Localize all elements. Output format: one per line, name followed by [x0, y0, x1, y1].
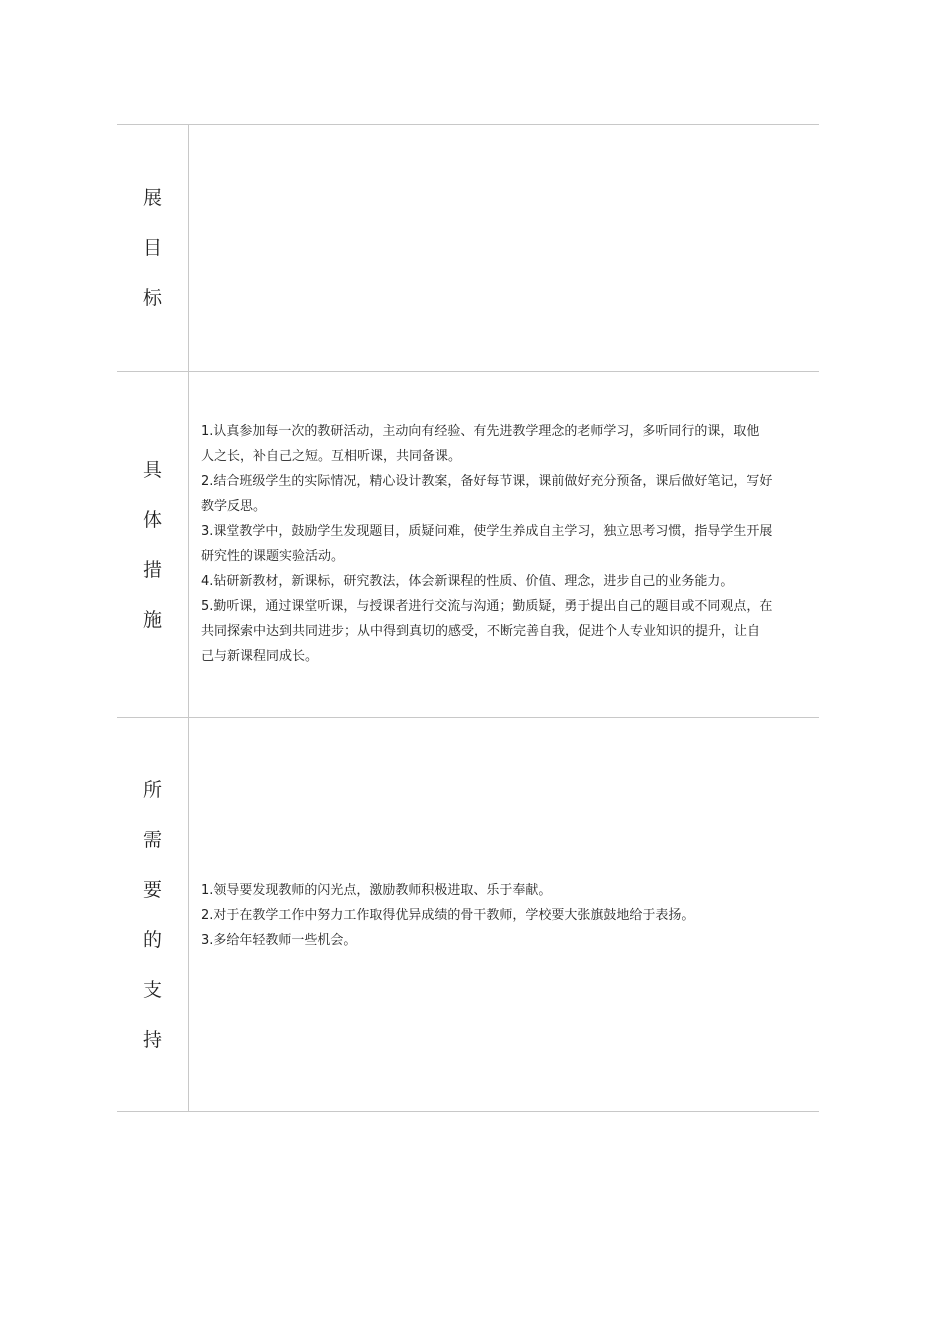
- plan-table: [117, 124, 819, 1112]
- label-char: 所: [142, 778, 162, 801]
- row-content: [189, 125, 819, 371]
- label-char: 具: [142, 458, 162, 481]
- content-line: 2.结合班级学生的实际情况，精心设计教案，备好每节课，课前做好充分预备，课后做好笔记，写好: [201, 474, 773, 489]
- label-char: 施: [142, 608, 162, 631]
- content-line: 3.多给年轻教师一些机会。: [201, 933, 357, 948]
- content-line: 研究性的课题实验活动。: [201, 549, 345, 564]
- content-line: 1.认真参加每一次的教研活动，主动向有经验、有先进教学理念的老师学习，多听同行的课，取他: [201, 424, 760, 439]
- label-char: 要: [142, 878, 162, 901]
- row-label: [117, 125, 189, 371]
- label-char: 目: [142, 237, 162, 259]
- content-line: 教学反思。: [201, 499, 267, 514]
- row-content: [189, 718, 819, 1111]
- content-line: 人之长，补自己之短。互相听课，共同备课。: [201, 449, 462, 464]
- label-char: 的: [142, 928, 162, 951]
- content-line: 2.对于在教学工作中努力工作取得优异成绩的骨干教师，学校要大张旗鼓地给于表扬。: [201, 908, 695, 923]
- label-char: 标: [142, 287, 162, 309]
- content-line: 己与新课程同成长。: [201, 649, 319, 664]
- row-label: [117, 372, 189, 717]
- content-line: 共同探索中达到共同进步；从中得到真切的感受，不断完善自我，促进个人专业知识的提升，让自: [201, 624, 761, 639]
- label-char: 支: [142, 978, 162, 1001]
- content-line: 1.领导要发现教师的闪光点，激励教师积极进取、乐于奉献。: [201, 883, 552, 898]
- label-char: 展: [142, 187, 162, 209]
- content-line: 5.勤听课，通过课堂听课，与授课者进行交流与沟通；勤质疑，勇于提出自己的题目或不同观点，在: [201, 599, 773, 614]
- row-development-goals: [117, 124, 819, 371]
- label-char: 需: [142, 828, 162, 851]
- label-char: 措: [142, 558, 162, 581]
- content-line: 3.课堂教学中，鼓励学生发现题目，质疑问难，使学生养成自主学习，独立思考习惯，指导学生开展: [201, 524, 773, 539]
- content-line: 4.钻研新教材，新课标，研究教法，体会新课程的性质、价值、理念，进步自己的业务能力。: [201, 574, 734, 589]
- row-specific-measures: [117, 371, 819, 717]
- row-label: [117, 718, 189, 1111]
- row-content: [189, 372, 819, 717]
- label-char: 体: [142, 508, 162, 531]
- row-required-support: [117, 717, 819, 1112]
- label-char: 持: [142, 1028, 162, 1051]
